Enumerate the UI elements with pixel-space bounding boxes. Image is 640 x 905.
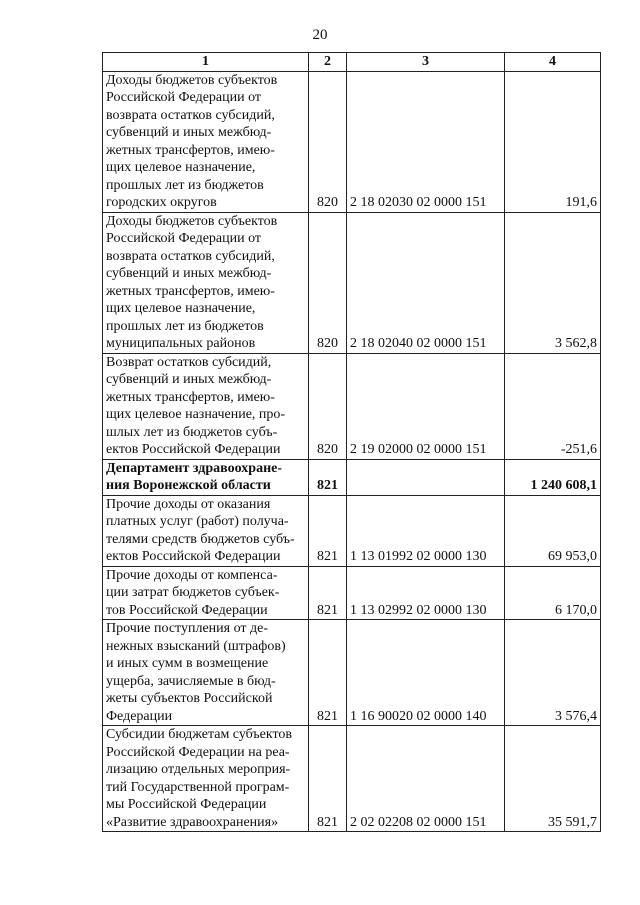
row-amount: -251,6 xyxy=(505,353,601,459)
row-amount: 191,6 xyxy=(505,71,601,212)
row-admin-code: 820 xyxy=(309,212,347,353)
row-budget-code: 1 16 90020 02 0000 140 xyxy=(347,620,505,726)
department-admin-code: 821 xyxy=(309,459,347,495)
department-total-amount: 1 240 608,1 xyxy=(505,459,601,495)
table-row xyxy=(103,495,601,566)
department-row xyxy=(103,459,601,495)
department-name: Департамент здравоохране- ния Воронежской области xyxy=(103,459,309,495)
table-row xyxy=(103,71,601,212)
row-name: Прочие доходы от оказания платных услуг (работ) получа- телями средств бюджетов субъ- ектов Российской Федерации xyxy=(103,495,309,566)
table-row xyxy=(103,353,601,459)
row-budget-code: 2 18 02030 02 0000 151 xyxy=(347,71,505,212)
row-admin-code: 820 xyxy=(309,353,347,459)
table-row xyxy=(103,566,601,620)
revenue-table xyxy=(102,52,601,832)
row-budget-code: 2 02 02208 02 0000 151 xyxy=(347,726,505,832)
table-body xyxy=(103,71,601,832)
row-budget-code: 2 19 02000 02 0000 151 xyxy=(347,353,505,459)
row-name: Доходы бюджетов субъектов Российской Федерации от возврата остатков субсидий, субвенций и иных межбюд- жетных трансфертов, имею- щих целевое назначение, прошлых лет из бюджетов городских округов xyxy=(103,71,309,212)
column-header-amount: 4 xyxy=(505,53,601,72)
row-name: Субсидии бюджетам субъектов Российской Федерации на реа- лизацию отдельных мероприя- тий Государственной програм- мы Российской Федерации «Развитие здравоохранения» xyxy=(103,726,309,832)
row-budget-code: 1 13 02992 02 0000 130 xyxy=(347,566,505,620)
row-budget-code: 1 13 01992 02 0000 130 xyxy=(347,495,505,566)
row-name: Возврат остатков субсидий, субвенций и иных межбюд- жетных трансфертов, имею- щих целевое назначение, про- шлых лет из бюджетов субъ- ектов Российской Федерации xyxy=(103,353,309,459)
row-amount: 6 170,0 xyxy=(505,566,601,620)
table-row xyxy=(103,620,601,726)
row-amount: 35 591,7 xyxy=(505,726,601,832)
table-row xyxy=(103,212,601,353)
column-header-name: 1 xyxy=(103,53,309,72)
row-name: Прочие поступления от де- нежных взысканий (штрафов) и иных сумм в возмещение ущерба, зачисляемые в бюд- жеты субъектов Российской Федерации xyxy=(103,620,309,726)
department-budget-code xyxy=(347,459,505,495)
row-admin-code: 821 xyxy=(309,620,347,726)
row-budget-code: 2 18 02040 02 0000 151 xyxy=(347,212,505,353)
row-admin-code: 821 xyxy=(309,566,347,620)
row-amount: 3 562,8 xyxy=(505,212,601,353)
row-name: Доходы бюджетов субъектов Российской Федерации от возврата остатков субсидий, субвенций и иных межбюд- жетных трансфертов, имею- щих целевое назначение, прошлых лет из бюджетов муниципальных районов xyxy=(103,212,309,353)
header-row xyxy=(103,53,601,72)
table-row xyxy=(103,726,601,832)
row-amount: 69 953,0 xyxy=(505,495,601,566)
row-name: Прочие доходы от компенса- ции затрат бюджетов субъек- тов Российской Федерации xyxy=(103,566,309,620)
row-admin-code: 820 xyxy=(309,71,347,212)
row-admin-code: 821 xyxy=(309,495,347,566)
table-header xyxy=(103,53,601,72)
column-header-code: 3 xyxy=(347,53,505,72)
row-admin-code: 821 xyxy=(309,726,347,832)
column-header-admin: 2 xyxy=(309,53,347,72)
row-amount: 3 576,4 xyxy=(505,620,601,726)
page-number: 20 xyxy=(312,27,328,43)
